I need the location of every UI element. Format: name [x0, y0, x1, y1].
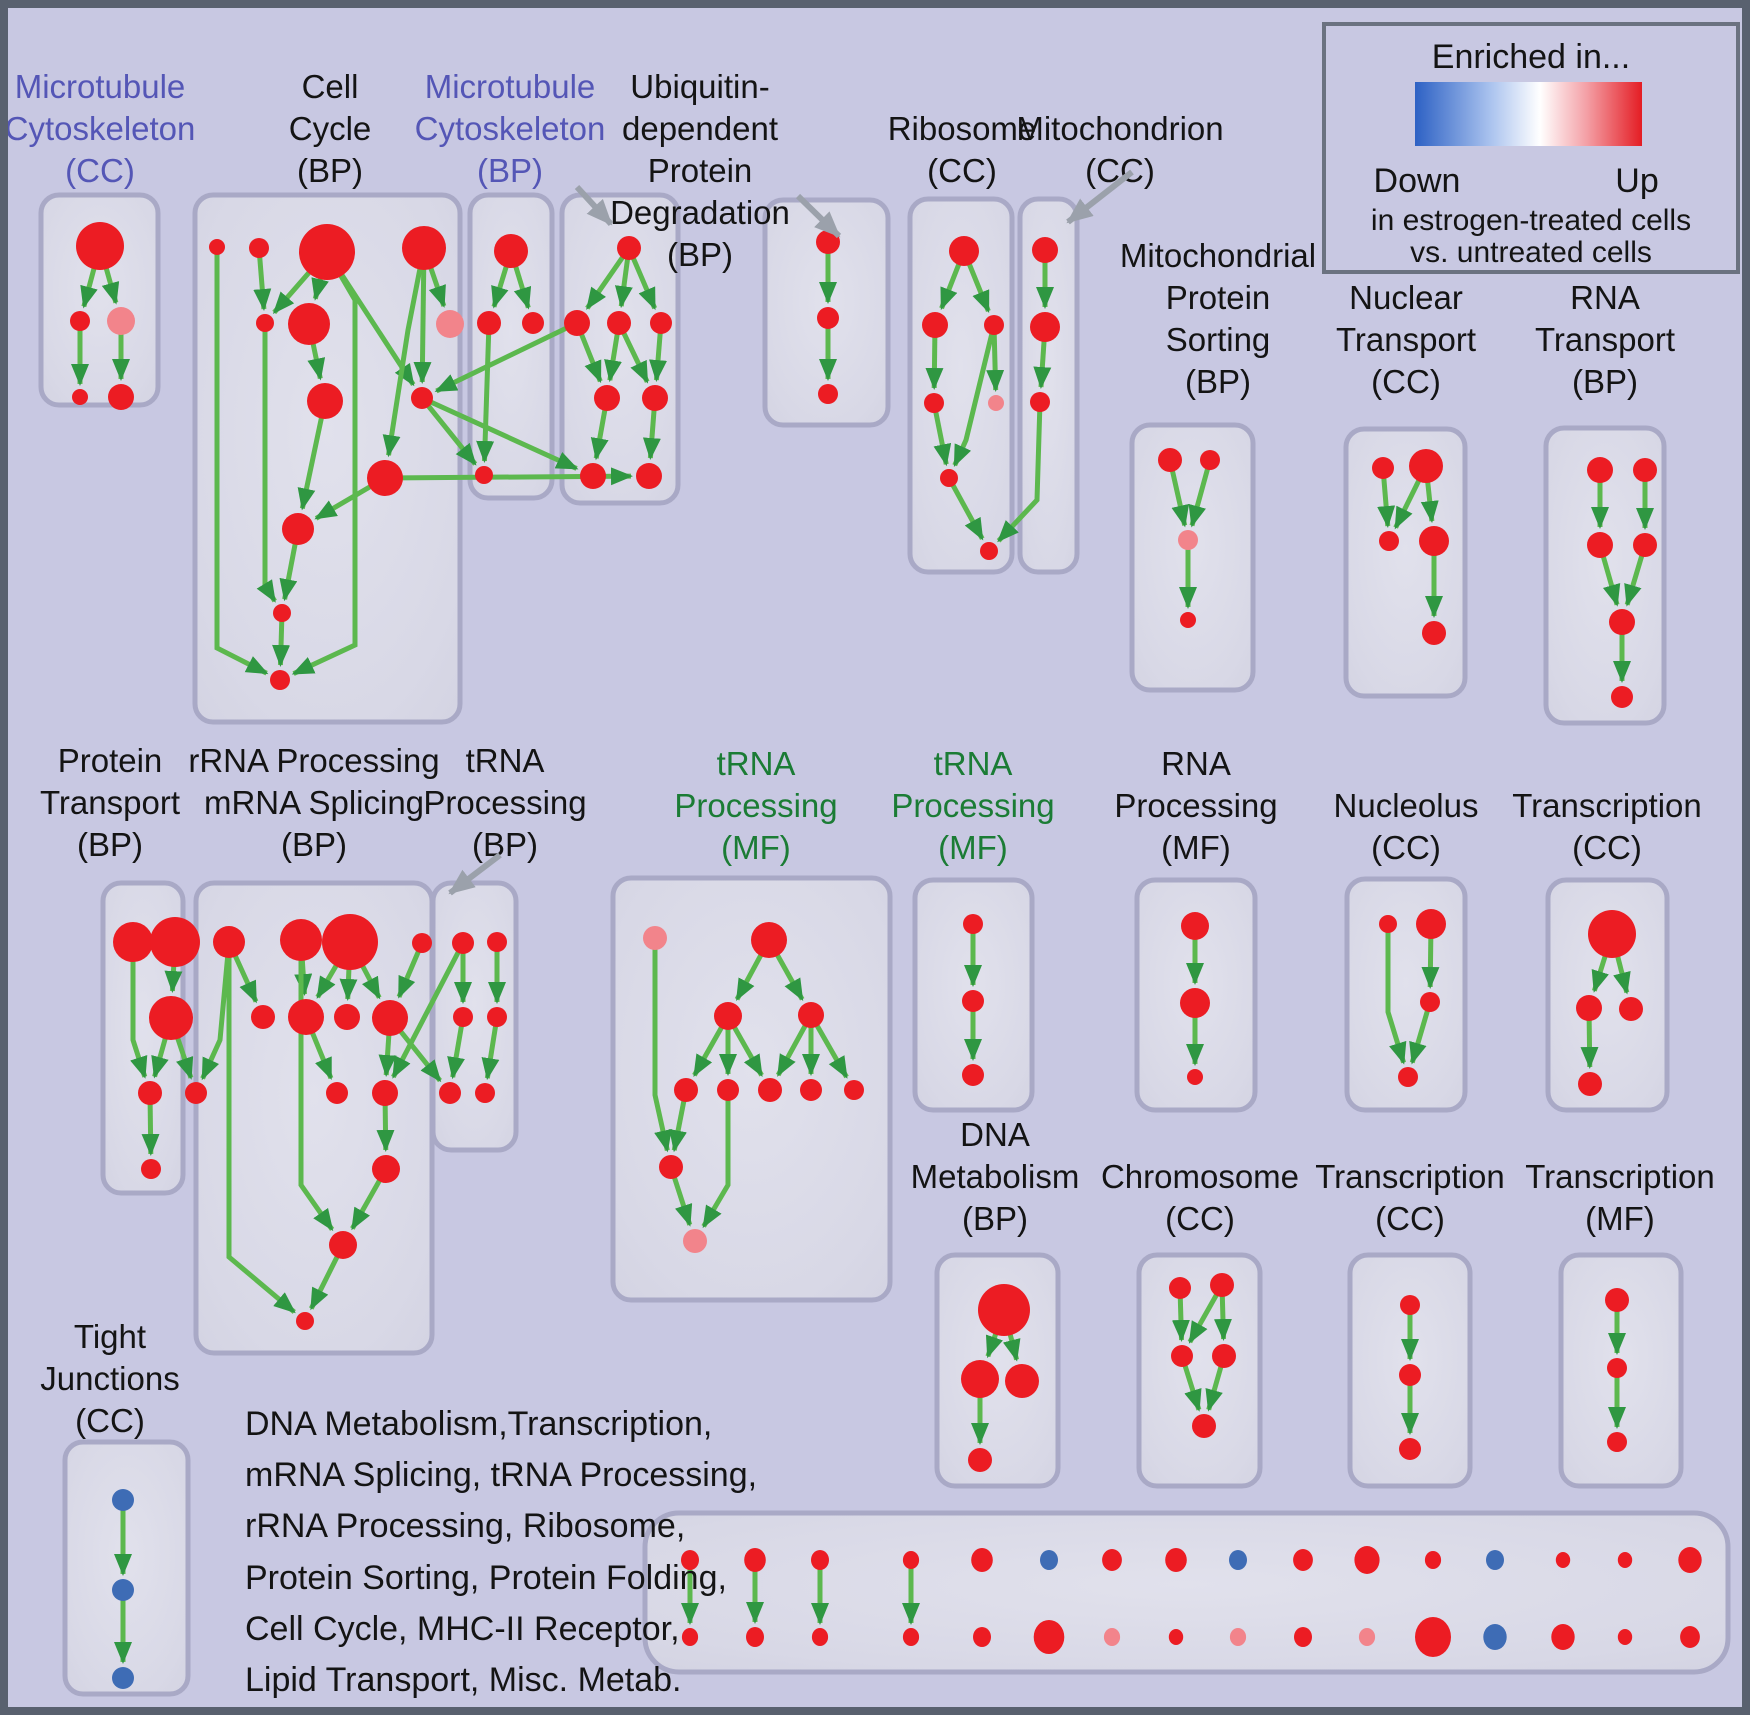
cluster-label-tight-junctions: (CC)	[75, 1402, 145, 1439]
go-term-node-red[interactable]	[1420, 992, 1440, 1012]
go-term-node-red[interactable]	[329, 1231, 357, 1259]
go-term-node-red[interactable]	[984, 315, 1004, 335]
cluster-label-transcription-mf: (MF)	[1585, 1200, 1655, 1237]
go-term-node-red[interactable]	[1171, 1345, 1193, 1367]
cluster-label-rna-proc-mf: (MF)	[1161, 829, 1231, 866]
go-term-node-red[interactable]	[1399, 1364, 1421, 1386]
go-term-node-red[interactable]	[746, 1627, 764, 1647]
go-term-node-red[interactable]	[334, 1004, 360, 1030]
go-term-node-red[interactable]	[372, 1155, 400, 1183]
go-term-node-red[interactable]	[439, 1082, 461, 1104]
go-term-node-red[interactable]	[903, 1551, 919, 1569]
go-term-node-red[interactable]	[971, 1548, 993, 1572]
go-term-node-red[interactable]	[1102, 1549, 1122, 1571]
go-term-node-red[interactable]	[141, 1159, 161, 1179]
go-term-node-red[interactable]	[1607, 1432, 1627, 1452]
go-term-node-red[interactable]	[650, 312, 672, 334]
go-term-node-red[interactable]	[636, 463, 662, 489]
go-term-node-red[interactable]	[798, 1002, 824, 1028]
go-term-node-red[interactable]	[326, 1082, 348, 1104]
go-term-node-red[interactable]	[564, 310, 590, 336]
go-term-node-red[interactable]	[150, 917, 200, 967]
go-term-node-red[interactable]	[475, 466, 493, 484]
go-term-node-red[interactable]	[968, 1448, 992, 1472]
legend-subtitle: vs. untreated cells	[1410, 236, 1652, 269]
grouped-categories-text: DNA Metabolism,Transcription,	[245, 1405, 713, 1443]
go-term-node-red[interactable]	[1187, 1069, 1203, 1085]
go-term-node-red[interactable]	[296, 1312, 314, 1330]
cluster-label-transcription-cc-row3: (CC)	[1375, 1200, 1445, 1237]
go-term-node-red[interactable]	[844, 1080, 864, 1100]
go-term-node-pink[interactable]	[683, 1229, 707, 1253]
go-term-node-red[interactable]	[811, 1550, 829, 1570]
cluster-label-transcription-cc-row2: (CC)	[1572, 829, 1642, 866]
go-term-node-red[interactable]	[659, 1155, 683, 1179]
go-term-node-red[interactable]	[1633, 533, 1657, 557]
go-term-node-red[interactable]	[76, 222, 124, 270]
go-term-node-red[interactable]	[288, 999, 324, 1035]
go-term-node-red[interactable]	[940, 469, 958, 487]
go-term-node-red[interactable]	[322, 914, 378, 970]
go-term-node-red[interactable]	[1578, 1072, 1602, 1096]
go-term-node-red[interactable]	[1192, 1414, 1216, 1438]
cluster-label-rna-transport: RNA	[1570, 279, 1640, 316]
go-term-node-red[interactable]	[594, 385, 620, 411]
go-term-node-red[interactable]	[903, 1628, 919, 1646]
go-term-node-red[interactable]	[973, 1627, 991, 1647]
go-term-node-red[interactable]	[980, 542, 998, 560]
go-term-node-red[interactable]	[1576, 995, 1602, 1021]
cluster-label-dna-metabolism: Metabolism	[910, 1158, 1080, 1195]
go-term-node-red[interactable]	[307, 383, 343, 419]
go-term-node-red[interactable]	[494, 234, 528, 268]
cluster-label-ribosome: Ribosome	[887, 110, 1037, 147]
cluster-label-chromosome: (CC)	[1165, 1200, 1235, 1237]
go-term-node-red[interactable]	[1415, 1617, 1451, 1657]
legend-down-label: Down	[1373, 162, 1461, 200]
cluster-label-rrna-mrna: mRNA Splicing	[203, 784, 425, 821]
go-term-node-red[interactable]	[717, 1079, 739, 1101]
go-term-node-red[interactable]	[487, 1007, 507, 1027]
go-term-node-red[interactable]	[617, 236, 641, 260]
go-term-node-red[interactable]	[1587, 532, 1613, 558]
go-term-node-blue[interactable]	[1229, 1550, 1247, 1570]
legend	[1324, 24, 1738, 272]
go-term-node-red[interactable]	[1619, 997, 1643, 1021]
go-term-node-red[interactable]	[1633, 458, 1657, 482]
go-term-node-red[interactable]	[1169, 1629, 1183, 1645]
go-term-node-pink[interactable]	[643, 926, 667, 950]
go-term-node-red[interactable]	[1379, 915, 1397, 933]
go-term-node-red[interactable]	[818, 384, 838, 404]
go-term-node-red[interactable]	[149, 996, 193, 1040]
go-term-node-red[interactable]	[1032, 237, 1058, 263]
go-term-node-red[interactable]	[978, 1284, 1030, 1336]
cluster-label-microtubule-cc: (CC)	[65, 152, 135, 189]
go-term-node-red[interactable]	[1200, 450, 1220, 470]
cluster-label-trna-bp: Processing	[423, 784, 587, 821]
cluster-label-rrna-mrna: (BP)	[281, 826, 347, 863]
go-term-node-red[interactable]	[477, 311, 501, 335]
cluster-label-nuclear-transport: (CC)	[1371, 363, 1441, 400]
go-term-node-red[interactable]	[922, 312, 948, 338]
go-term-node-red[interactable]	[1607, 1358, 1627, 1378]
cluster-box-nuclear-transport	[1346, 429, 1465, 696]
cluster-label-nuclear-transport: Transport	[1336, 321, 1476, 358]
go-term-node-red[interactable]	[1212, 1344, 1236, 1368]
go-term-node-red[interactable]	[1416, 909, 1446, 939]
go-term-node-red[interactable]	[299, 224, 355, 280]
go-term-node-red[interactable]	[1294, 1627, 1312, 1647]
go-term-node-red[interactable]	[1165, 1548, 1187, 1572]
cluster-label-trna-mf-large: tRNA	[716, 745, 796, 782]
cluster-label-trna-mf-large: (MF)	[721, 829, 791, 866]
grouped-categories-text: rRNA Processing, Ribosome,	[245, 1507, 686, 1545]
go-term-node-red[interactable]	[452, 932, 474, 954]
go-term-node-red[interactable]	[642, 385, 668, 411]
cluster-label-transcription-mf: Transcription	[1525, 1158, 1715, 1195]
cluster-label-ubiquitin-a: dependent	[622, 110, 778, 147]
go-term-node-red[interactable]	[800, 1079, 822, 1101]
go-term-node-red[interactable]	[1618, 1552, 1632, 1568]
go-term-node-red[interactable]	[280, 919, 322, 961]
go-term-node-pink[interactable]	[1104, 1628, 1120, 1646]
go-term-node-red[interactable]	[1409, 449, 1443, 483]
cluster-label-rna-proc-mf: RNA	[1161, 745, 1231, 782]
go-term-node-red[interactable]	[1609, 609, 1635, 635]
go-term-node-red[interactable]	[402, 226, 446, 270]
go-term-node-red[interactable]	[1556, 1552, 1570, 1568]
go-term-node-red[interactable]	[682, 1628, 698, 1646]
go-term-node-red[interactable]	[1425, 1551, 1441, 1569]
go-term-node-pink[interactable]	[1178, 530, 1198, 550]
cluster-label-transcription-cc-row2: Transcription	[1512, 787, 1702, 824]
go-term-node-red[interactable]	[256, 314, 274, 332]
cluster-label-trna-bp: tRNA	[465, 742, 545, 779]
go-term-node-red[interactable]	[1379, 531, 1399, 551]
cluster-label-ubiquitin-a: Protein	[647, 152, 753, 189]
go-term-node-pink[interactable]	[988, 395, 1004, 411]
go-term-node-red[interactable]	[1180, 988, 1210, 1018]
cluster-label-microtubule-cc: Microtubule	[14, 68, 186, 105]
go-term-node-red[interactable]	[949, 236, 979, 266]
cluster-label-cell-cycle: Cycle	[288, 110, 372, 147]
grouped-categories-text: Protein Sorting, Protein Folding,	[245, 1559, 727, 1597]
go-term-node-red[interactable]	[751, 922, 787, 958]
grouped-categories-text: Lipid Transport, Misc. Metab.	[245, 1661, 682, 1699]
go-term-node-pink[interactable]	[1230, 1628, 1246, 1646]
cluster-label-microtubule-cc: Cytoskeleton	[4, 110, 196, 147]
go-term-node-red[interactable]	[209, 239, 225, 255]
cluster-label-trna-mf-small: tRNA	[933, 745, 1013, 782]
go-term-node-red[interactable]	[108, 384, 134, 410]
cluster-label-mito-sorting: Sorting	[1165, 321, 1271, 358]
grouped-categories-text: Cell Cycle, MHC-II Receptor,	[245, 1610, 680, 1648]
go-term-node-red[interactable]	[1354, 1546, 1379, 1574]
cluster-label-rna-transport: (BP)	[1572, 363, 1638, 400]
cluster-label-mitochondrion: (CC)	[1085, 152, 1155, 189]
cluster-label-ubiquitin-a: (BP)	[667, 236, 733, 273]
go-term-node-red[interactable]	[1400, 1295, 1420, 1315]
go-term-node-red[interactable]	[251, 1005, 275, 1029]
go-term-node-red[interactable]	[1551, 1624, 1574, 1650]
go-term-node-red[interactable]	[1180, 612, 1196, 628]
cluster-label-trna-mf-small: Processing	[891, 787, 1055, 824]
go-term-node-blue[interactable]	[1040, 1550, 1058, 1570]
cluster-label-rna-transport: Transport	[1535, 321, 1675, 358]
go-term-node-red[interactable]	[674, 1078, 698, 1102]
go-term-node-red[interactable]	[372, 1080, 398, 1106]
go-term-node-pink[interactable]	[107, 307, 135, 335]
go-term-node-blue[interactable]	[1483, 1624, 1506, 1650]
legend-title: Enriched in...	[1431, 38, 1631, 76]
go-term-node-red[interactable]	[249, 238, 269, 258]
legend-subtitle: in estrogen-treated cells	[1370, 204, 1692, 237]
go-term-node-red[interactable]	[411, 387, 433, 409]
go-term-node-red[interactable]	[138, 1081, 162, 1105]
cluster-label-microtubule-bp: Microtubule	[424, 68, 596, 105]
cluster-label-nucleolus: (CC)	[1371, 829, 1441, 866]
legend-up-label: Up	[1615, 162, 1659, 200]
go-term-node-red[interactable]	[580, 463, 606, 489]
go-term-node-red[interactable]	[1587, 457, 1613, 483]
go-term-node-red[interactable]	[1398, 1067, 1418, 1087]
cluster-label-mito-sorting: Protein	[1165, 279, 1271, 316]
cluster-label-ubiquitin-a: Ubiquitin-	[630, 68, 770, 105]
go-term-node-blue[interactable]	[112, 1667, 134, 1689]
go-term-node-red[interactable]	[453, 1007, 473, 1027]
grouped-categories-text: mRNA Splicing, tRNA Processing,	[245, 1456, 758, 1494]
go-term-node-red[interactable]	[1030, 392, 1050, 412]
go-term-node-red[interactable]	[1372, 457, 1394, 479]
go-term-node-red[interactable]	[963, 914, 983, 934]
cluster-label-trna-mf-large: Processing	[674, 787, 838, 824]
go-term-node-blue[interactable]	[1486, 1550, 1504, 1570]
go-term-node-red[interactable]	[1030, 312, 1060, 342]
go-term-node-red[interactable]	[817, 307, 839, 329]
go-term-node-red[interactable]	[1169, 1277, 1191, 1299]
go-term-node-red[interactable]	[288, 303, 330, 345]
go-term-node-red[interactable]	[1611, 686, 1633, 708]
cluster-label-cell-cycle: Cell	[301, 68, 359, 105]
cluster-label-nucleolus: Nucleolus	[1333, 787, 1479, 824]
go-term-node-red[interactable]	[1618, 1629, 1632, 1645]
go-term-node-pink[interactable]	[436, 310, 464, 338]
go-term-node-red[interactable]	[961, 1360, 999, 1398]
go-term-node-red[interactable]	[1399, 1438, 1421, 1460]
go-term-node-red[interactable]	[367, 460, 403, 496]
go-term-node-red[interactable]	[1210, 1273, 1234, 1297]
legend-gradient-bar	[1415, 82, 1642, 146]
go-term-node-red[interactable]	[962, 1064, 984, 1086]
go-term-node-red[interactable]	[1588, 910, 1636, 958]
cluster-label-cell-cycle: (BP)	[297, 152, 363, 189]
go-term-node-red[interactable]	[412, 933, 432, 953]
go-term-node-red[interactable]	[744, 1548, 766, 1572]
go-term-node-red[interactable]	[1158, 448, 1182, 472]
go-term-node-red[interactable]	[1034, 1620, 1065, 1654]
cluster-label-protein-transport: (BP)	[77, 826, 143, 863]
cluster-label-protein-transport: Protein	[57, 742, 163, 779]
cluster-label-microtubule-bp: Cytoskeleton	[414, 110, 606, 147]
go-term-node-red[interactable]	[1422, 621, 1446, 645]
go-term-node-red[interactable]	[270, 670, 290, 690]
go-term-node-red[interactable]	[1680, 1626, 1700, 1648]
cluster-label-ribosome: (CC)	[927, 152, 997, 189]
go-term-node-red[interactable]	[185, 1082, 207, 1104]
go-term-node-red[interactable]	[70, 311, 90, 331]
cluster-label-rna-proc-mf: Processing	[1114, 787, 1278, 824]
go-term-node-red[interactable]	[714, 1002, 742, 1030]
go-term-node-red[interactable]	[1181, 912, 1209, 940]
cluster-label-protein-transport: Transport	[40, 784, 180, 821]
go-term-node-red[interactable]	[273, 604, 291, 622]
cluster-box-chromosome	[1139, 1255, 1260, 1486]
cluster-label-trna-mf-small: (MF)	[938, 829, 1008, 866]
cluster-label-tight-junctions: Tight	[73, 1318, 147, 1355]
go-term-node-red[interactable]	[962, 990, 984, 1012]
cluster-label-mito-sorting: Mitochondrial	[1119, 237, 1317, 274]
go-term-node-red[interactable]	[1678, 1547, 1701, 1573]
cluster-label-microtubule-bp: (BP)	[477, 152, 543, 189]
go-term-node-red[interactable]	[475, 1083, 495, 1103]
cluster-label-mitochondrion: Mitochondrion	[1016, 110, 1224, 147]
go-term-node-red[interactable]	[1419, 526, 1449, 556]
go-term-node-red[interactable]	[282, 513, 314, 545]
cluster-label-ubiquitin-a: Degradation	[610, 194, 790, 231]
go-term-node-red[interactable]	[924, 393, 944, 413]
go-term-node-blue[interactable]	[112, 1579, 134, 1601]
cluster-label-dna-metabolism: (BP)	[962, 1200, 1028, 1237]
go-term-node-red[interactable]	[522, 312, 544, 334]
go-term-node-blue[interactable]	[112, 1489, 134, 1511]
go-term-node-red[interactable]	[113, 922, 153, 962]
cluster-box-mito-sorting	[1132, 425, 1253, 690]
go-term-node-red[interactable]	[487, 932, 507, 952]
go-term-node-red[interactable]	[72, 389, 88, 405]
go-term-node-pink[interactable]	[1359, 1628, 1375, 1646]
go-term-node-red[interactable]	[758, 1078, 782, 1102]
go-term-node-red[interactable]	[1605, 1288, 1629, 1312]
go-term-node-red[interactable]	[1293, 1549, 1313, 1571]
go-term-node-red[interactable]	[1005, 1364, 1039, 1398]
go-term-node-red[interactable]	[607, 311, 631, 335]
cluster-box-tight-junctions	[65, 1442, 188, 1694]
cluster-label-mito-sorting: (BP)	[1185, 363, 1251, 400]
go-term-node-red[interactable]	[213, 926, 245, 958]
cluster-label-chromosome: Chromosome	[1100, 1158, 1300, 1195]
cluster-label-rrna-mrna: rRNA Processing	[188, 742, 440, 779]
cluster-label-nuclear-transport: Nuclear	[1349, 279, 1463, 316]
cluster-label-trna-bp: (BP)	[472, 826, 538, 863]
cluster-label-tight-junctions: Junctions	[40, 1360, 180, 1397]
go-term-node-red[interactable]	[812, 1628, 828, 1646]
cluster-label-dna-metabolism: DNA	[960, 1116, 1030, 1153]
cluster-label-transcription-cc-row3: Transcription	[1315, 1158, 1505, 1195]
go-term-node-red[interactable]	[372, 1000, 408, 1036]
